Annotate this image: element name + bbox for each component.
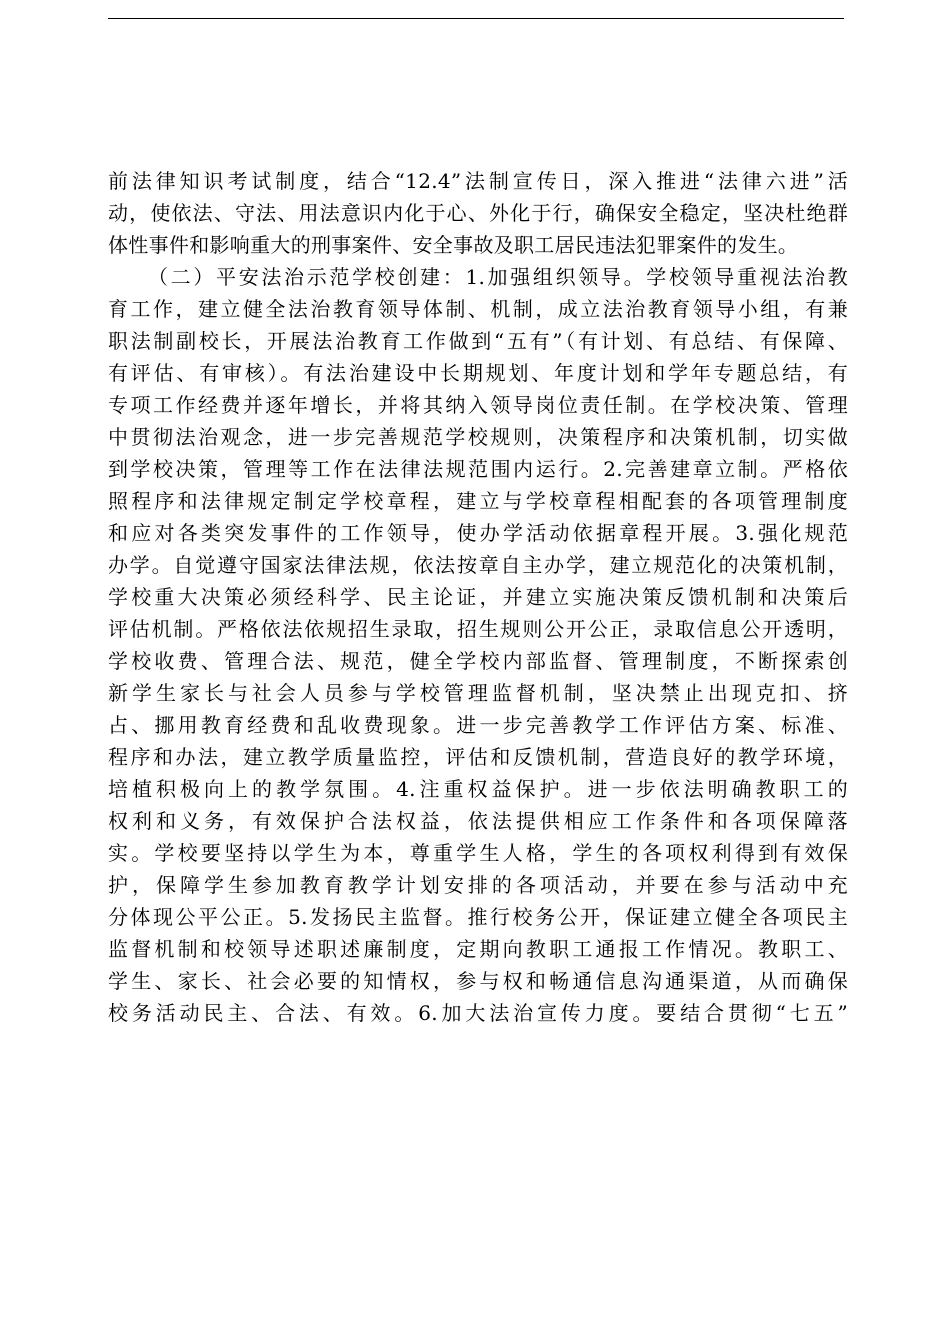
text-line: 办学。自觉遵守国家法律法规，依法按章自主办学，建立规范化的决策机制， [108,553,848,577]
text-line: 专项工作经费并逐年增长，并将其纳入领导岗位责任制。在学校决策、管理 [108,393,848,417]
text-line: 实。学校要坚持以学生为本，尊重学生人格，学生的各项权利得到有效保 [108,841,848,865]
text-line: 学校重大决策必须经科学、民主论证，并建立实施决策反馈机制和决策后 [108,585,848,609]
text-line: 和应对各类突发事件的工作领导，使办学活动依据章程开展。3.强化规范 [108,521,848,545]
text-line: 护，保障学生参加教育教学计划安排的各项活动，并要在参与活动中充 [108,873,848,897]
text-line: 到学校决策，管理等工作在法律法规范围内运行。2.完善建章立制。严格依 [108,457,848,481]
text-line: 学校收费、管理合法、规范，健全学校内部监督、管理制度，不断探索创 [108,649,848,673]
text-line: 程序和办法，建立教学质量监控，评估和反馈机制，营造良好的教学环境， [108,745,848,769]
text-line: 培植积极向上的教学氛围。4.注重权益保护。进一步依法明确教职工的 [108,777,848,801]
text-line: 前法律知识考试制度，结合“12.4”法制宣传日，深入推进“法律六进”活 [108,169,848,193]
header-rule [108,18,844,19]
paragraph-start-line: （二）平安法治示范学校创建：1.加强组织领导。学校领导重视法治教 [148,265,848,289]
text-line: 校务活动民主、合法、有效。6.加大法治宣传力度。要结合贯彻“七五” [108,1001,848,1025]
text-line: 体性事件和影响重大的刑事案件、安全事故及职工居民违法犯罪案件的发生。 [108,233,799,257]
text-line: 有评估、有审核）。有法治建设中长期规划、年度计划和学年专题总结，有 [108,361,848,385]
text-line: 中贯彻法治观念，进一步完善规范学校规则，决策程序和决策机制，切实做 [108,425,848,449]
text-line: 照程序和法律规定制定学校章程，建立与学校章程相配套的各项管理制度 [108,489,848,513]
text-line: 新学生家长与社会人员参与学校管理监督机制，坚决禁止出现克扣、挤 [108,681,848,705]
text-line: 动，使依法、守法、用法意识内化于心、外化于行，确保安全稳定，坚决杜绝群 [108,201,848,225]
text-line: 权利和义务，有效保护合法权益，依法提供相应工作条件和各项保障落 [108,809,848,833]
text-line: 监督机制和校领导述职述廉制度，定期向教职工通报工作情况。教职工、 [108,937,848,961]
text-line: 占、挪用教育经费和乱收费现象。进一步完善教学工作评估方案、标准、 [108,713,848,737]
body-text [108,165,848,1029]
text-line: 评估机制。严格依法依规招生录取，招生规则公开公正，录取信息公开透明， [108,617,848,641]
text-line: 分体现公平公正。5.发扬民主监督。推行校务公开，保证建立健全各项民主 [108,905,848,929]
text-line: 职法制副校长，开展法治教育工作做到“五有”（有计划、有总结、有保障、 [108,329,848,353]
text-line: 学生、家长、社会必要的知情权，参与权和畅通信息沟通渠道，从而确保 [108,969,848,993]
text-line: 育工作，建立健全法治教育领导体制、机制，成立法治教育领导小组，有兼 [108,297,848,321]
